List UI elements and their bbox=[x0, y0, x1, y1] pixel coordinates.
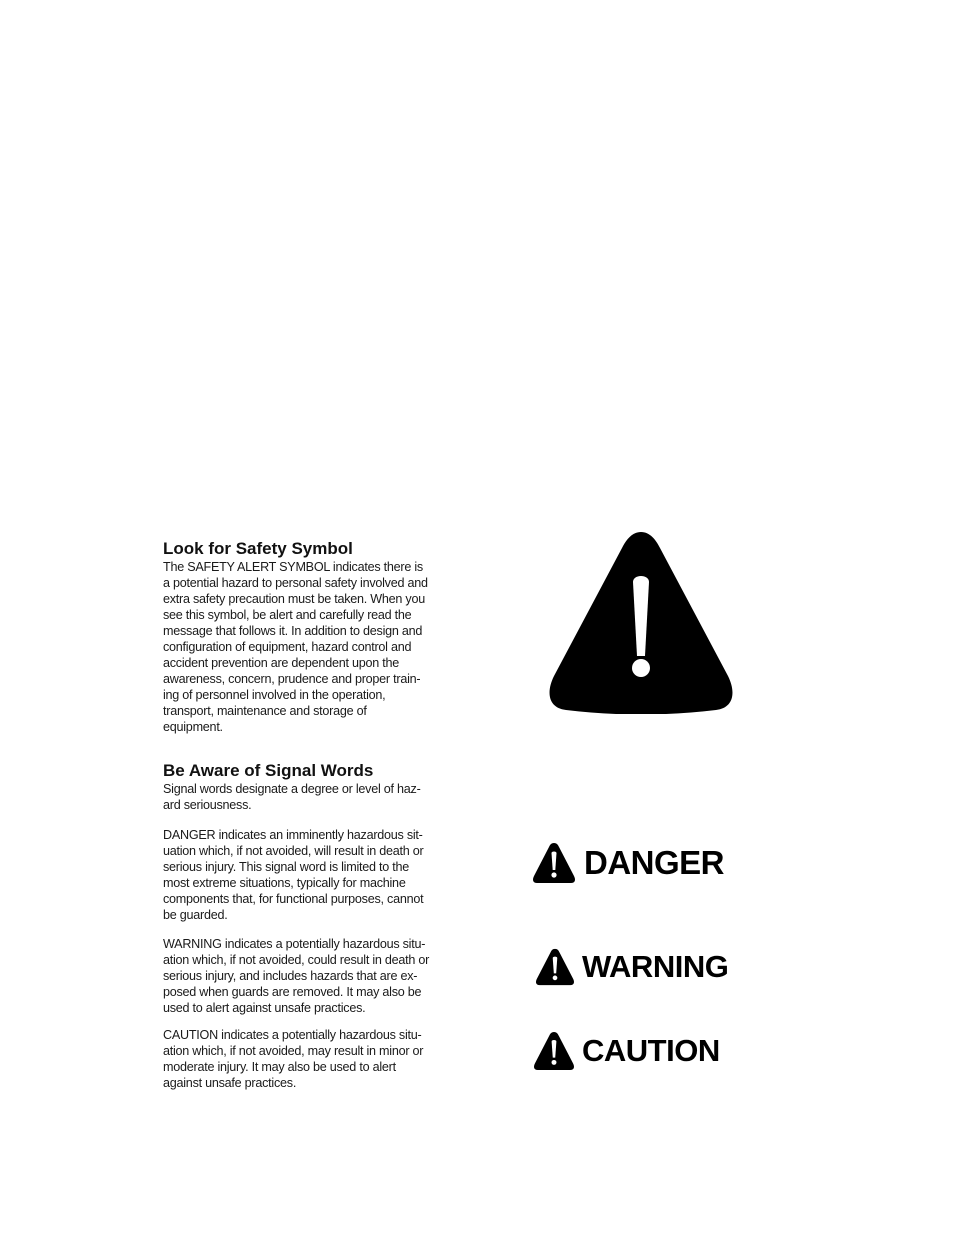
caution-signal bbox=[533, 1031, 720, 1071]
safety-symbol-body: The SAFETY ALERT SYMBOL indicates there is a potential hazard to personal safety involved and extra safety precaution must be taken. When you see this symbol, be alert and carefully read the message that follows it. In addition to design and configuration of equipment, hazard control and accident prevention are dependent upon the awareness, concern, prudence and proper train- ing of personnel involved in the operation, transport, maintenance and storage of equipment. bbox=[163, 560, 428, 734]
signal-words-intro: Signal words designate a degree or level of haz- ard seriousness. bbox=[163, 782, 421, 812]
caution-alert-icon bbox=[533, 1031, 575, 1071]
danger-alert-icon bbox=[532, 842, 576, 884]
warning-description-text: WARNING indicates a potentially hazardous situ- ation which, if not avoided, could result in death or serious injury, and includes hazards that are ex- posed when guards are removed. It may also be used to alert against unsafe practices. bbox=[163, 937, 430, 1015]
danger-description bbox=[163, 827, 453, 923]
signal-words-heading: Be Aware of Signal Words bbox=[163, 761, 374, 780]
signal-words-section bbox=[163, 761, 453, 813]
caution-label: CAUTION bbox=[582, 1033, 720, 1068]
safety-symbol-section bbox=[163, 539, 453, 735]
warning-description bbox=[163, 936, 453, 1016]
danger-signal bbox=[532, 842, 724, 884]
safety-symbol-heading: Look for Safety Symbol bbox=[163, 539, 353, 558]
danger-description-text: DANGER indicates an imminently hazardous sit- uation which, if not avoided, will result in death or serious injury. This signal word is limited to the most extreme situations, typically for machine components that, for functional purposes, cannot be guarded. bbox=[163, 828, 424, 922]
safety-alert-triangle-icon bbox=[546, 528, 736, 714]
warning-alert-icon bbox=[534, 948, 576, 986]
danger-label: DANGER bbox=[584, 844, 725, 881]
warning-label: WARNING bbox=[582, 949, 729, 984]
caution-description bbox=[163, 1027, 453, 1091]
caution-description-text: CAUTION indicates a potentially hazardous situ- ation which, if not avoided, may result in minor or moderate injury. It may also be used to alert against unsafe practices. bbox=[163, 1028, 424, 1090]
warning-signal bbox=[534, 948, 728, 986]
